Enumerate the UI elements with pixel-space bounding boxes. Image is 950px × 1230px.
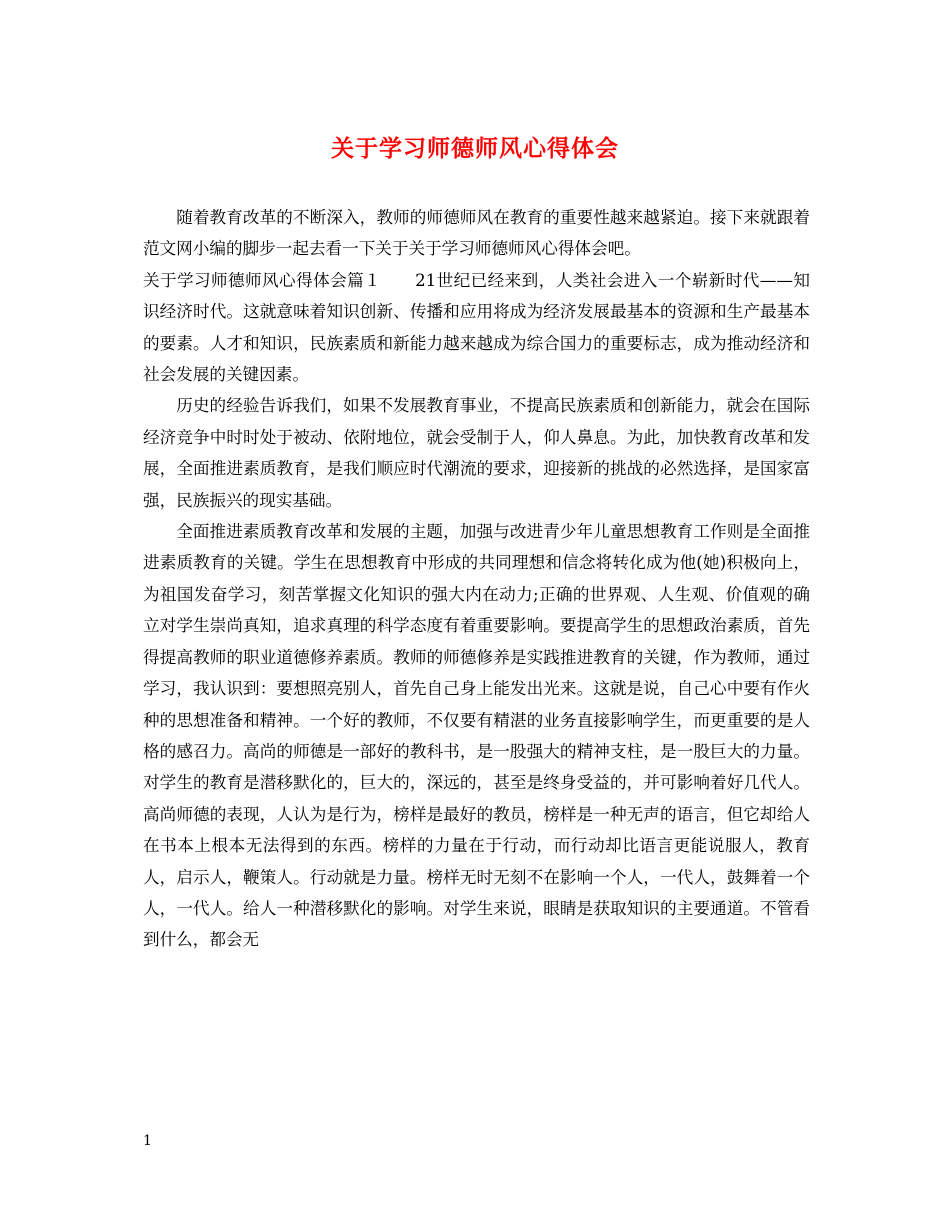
page-number: 1	[143, 1133, 152, 1149]
document-title: 关于学习师德师风心得体会	[331, 135, 619, 162]
paragraph-section-1: 关于学习师德师风心得体会篇１ 21世纪已经来到，人类社会进入一个崭新时代——知识经济时代。这就意味着知识创新、传播和应用将成为经济发展最基本的资源和生产最基本的要素。人才和知识，民族素质和新能力越来越成为综合国力的重要标志，成为推动经济和社会发展的关键因素。	[143, 270, 810, 385]
paragraph-history: 历史的经验告诉我们，如果不发展教育事业，不提高民族素质和创新能力，就会在国际经济竞争中时时处于被动、依附地位，就会受制于人，仰人鼻息。为此，加快教育改革和发展，全面推进素质教育，是我们顺应时代潮流的要求，迎接新的挑战的必然选择，是国家富强，民族振兴的现实基础。	[143, 396, 810, 510]
paragraph-quality-education: 全面推进素质教育改革和发展的主题，加强与改进青少年儿童思想教育工作则是全面推进素质教育的关键。学生在思想教育中形成的共同理想和信念将转化成为他(她)积极向上，为祖国发奋学习，刻苦掌握文化知识的强大内在动力;正确的世界观、人生观、价值观的确立对学生崇尚真知，追求真理的科学态度有着重要影响。要提高学生的思想政治素质，首先得提高教师的职业道德修养素质。教师的师德修养是实践推进教育的关键，作为教师，通过学习，我认识到：要想照亮别人，首先自己身上能发出光来。这就是说，自己心中要有作火种的思想准备和精神。一个好的教师，不仅要有精湛的业务直接影响学生，而更重要的是人格的感召力。高尚的师德是一部好的教科书，是一股强大的精神支柱，是一股巨大的力量。对学生的教育是潜移默化的，巨大的，深远的，甚至是终身受益的，并可影响着好几代人。高尚师德的表现，人认为是行为，榜样是最好的教员，榜样是一种无声的语言，但它却给人在书本上根本无法得到的东西。榜样的力量在于行动，而行动却比语言更能说服人，教育人，启示人，鞭策人。行动就是力量。榜样无时无刻不在影响一个人，一代人，鼓舞着一个人，一代人。给人一种潜移默化的影响。对学生来说，眼睛是获取知识的主要通道。不管看到什么，都会无	[143, 522, 810, 950]
document-body	[143, 202, 810, 956]
paragraph-intro: 随着教育改革的不断深入，教师的师德师风在教育的重要性越来越紧迫。接下来就跟着范文网小编的脚步一起去看一下关于关于学习师德师风心得体会吧。	[143, 208, 810, 259]
